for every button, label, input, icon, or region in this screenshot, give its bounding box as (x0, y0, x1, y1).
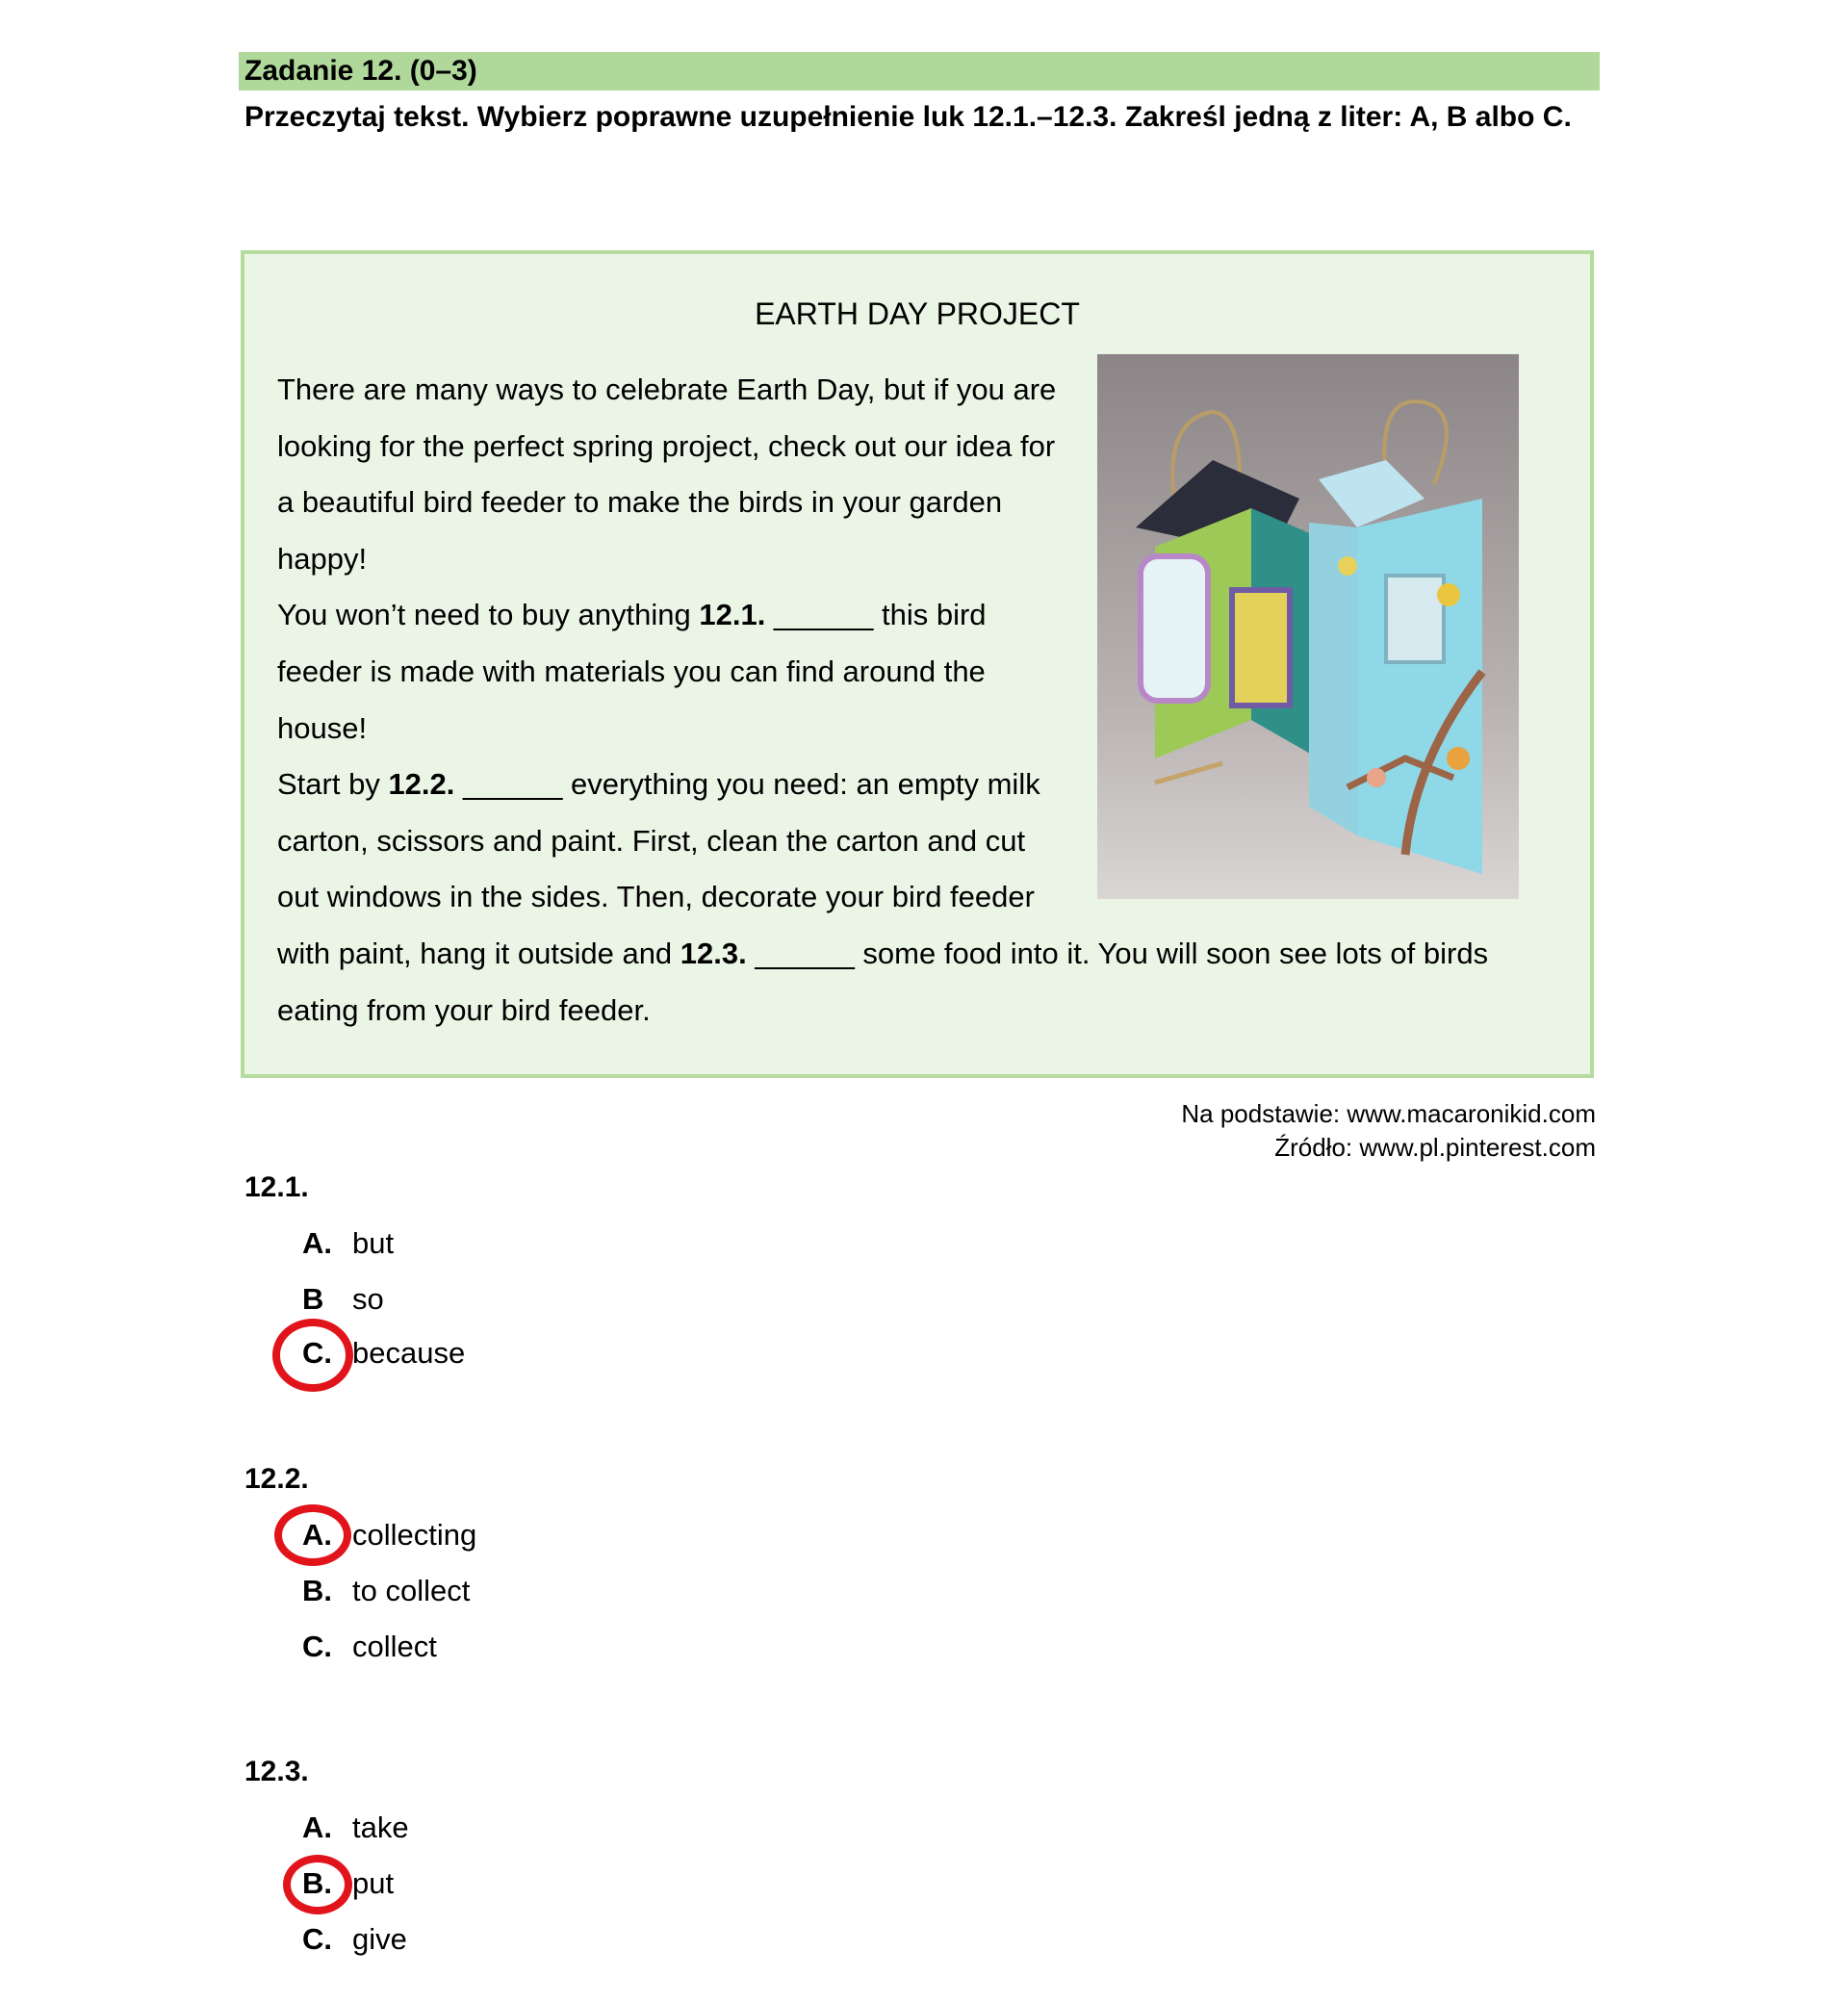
option-12-1-b[interactable] (302, 1280, 384, 1319)
paragraph-3-start: Start by (277, 767, 389, 802)
task-title: Zadanie 12. (0–3) (244, 55, 477, 87)
option-letter: C. (302, 1922, 332, 1956)
option-letter: B. (302, 1574, 332, 1607)
paragraph-2-end: ______ this bird feeder is made with materials you can find around the house! (277, 598, 987, 745)
paragraph-2-start: You won’t need to buy anything (277, 598, 700, 632)
source-line-2: Źródło: www.pl.pinterest.com (1274, 1133, 1596, 1162)
option-text: give (352, 1922, 407, 1956)
source-line-1: Na podstawie: www.macaronikid.com (1181, 1099, 1596, 1128)
answer-circle-12-2 (274, 1504, 351, 1566)
option-letter: A. (302, 1810, 332, 1844)
question-number-12-3: 12.3. (244, 1756, 309, 1787)
gap-label-12-1: 12.1. (699, 598, 766, 632)
option-letter: A. (302, 1518, 332, 1552)
reading-text-box (241, 250, 1594, 1078)
option-text: put (352, 1866, 395, 1900)
task-instruction: Przeczytaj tekst. Wybierz poprawne uzupełnienie luk 12.1.–12.3. Zakreśl jedną z liter: A, B albo C. (244, 101, 1572, 133)
option-text: but (352, 1226, 395, 1260)
option-12-2-b[interactable] (302, 1572, 470, 1610)
question-number-12-2: 12.2. (244, 1463, 309, 1495)
source-note (1181, 1097, 1596, 1165)
option-text: collecting (352, 1518, 477, 1552)
gap-label-12-2: 12.2. (388, 767, 455, 802)
option-text: because (352, 1336, 466, 1370)
text-title: EARTH DAY PROJECT (755, 296, 1080, 331)
option-letter: B (302, 1282, 324, 1316)
option-text: take (352, 1810, 409, 1844)
option-12-3-c[interactable] (302, 1920, 407, 1959)
option-text: so (352, 1282, 384, 1316)
answer-circle-12-3 (283, 1855, 352, 1914)
option-12-1-a[interactable] (302, 1224, 394, 1263)
option-12-2-c[interactable] (302, 1628, 437, 1666)
option-text: to collect (352, 1574, 471, 1607)
answer-circle-12-1 (272, 1319, 353, 1392)
option-12-3-a[interactable] (302, 1809, 409, 1847)
option-letter: B. (302, 1866, 332, 1900)
gap-label-12-3: 12.3. (680, 936, 747, 970)
option-letter: A. (302, 1226, 332, 1260)
paragraph-1: There are many ways to celebrate Earth Day, but if you are looking for the perfect spring project, check out our idea for a beautiful bird feeder to make the birds in your garden happy! (277, 372, 1057, 576)
question-number-12-1: 12.1. (244, 1171, 309, 1203)
option-letter: C. (302, 1630, 332, 1663)
option-letter: C. (302, 1336, 332, 1370)
task-header (239, 52, 1600, 90)
option-text: collect (352, 1630, 437, 1663)
paragraph-3-middle: ______ everything you need: an empty milk carton, scissors and paint. First, clean the carton and cut out windows in the sides. Then, decorate your bird feeder with paint, hang it outside and (277, 767, 1040, 970)
paragraph-3-end: ______ some food into it. You will soon see lots of birds eating from your bird feeder. (277, 936, 1489, 1027)
bird-feeder-photo (1097, 354, 1519, 899)
reading-passage (277, 362, 1519, 1039)
